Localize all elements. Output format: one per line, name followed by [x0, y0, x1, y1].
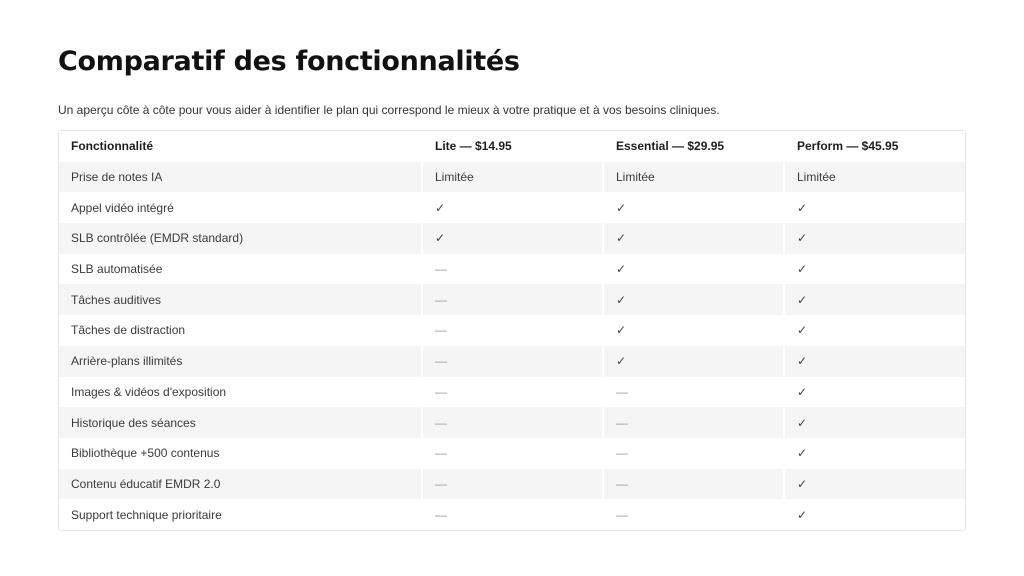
column-header-feature: Fonctionnalité	[59, 131, 422, 162]
comparison-table	[59, 131, 965, 530]
page-subtitle: Un aperçu côte à côte pour vous aider à identifier le plan qui correspond le mieux à votre pratique et à vos besoins cliniques.	[58, 103, 720, 117]
perform-value-cell: ✓	[784, 438, 965, 469]
feature-name-cell: Appel vidéo intégré	[59, 192, 422, 223]
essential-value-cell: ✓	[603, 284, 784, 315]
feature-name-cell: Bibliothèque +500 contenus	[59, 438, 422, 469]
table-row	[59, 162, 965, 193]
table-row	[59, 469, 965, 500]
table-row	[59, 407, 965, 438]
table-header-row	[59, 131, 965, 162]
lite-value-cell: —	[422, 407, 603, 438]
perform-value-cell: ✓	[784, 346, 965, 377]
essential-value-cell: —	[603, 469, 784, 500]
essential-value-cell: —	[603, 377, 784, 408]
perform-value-cell: ✓	[784, 315, 965, 346]
lite-value-cell: ✓	[422, 223, 603, 254]
table-row	[59, 315, 965, 346]
feature-name-cell: Support technique prioritaire	[59, 499, 422, 530]
feature-name-cell: Tâches de distraction	[59, 315, 422, 346]
essential-value-cell: ✓	[603, 346, 784, 377]
feature-name-cell: SLB contrôlée (EMDR standard)	[59, 223, 422, 254]
column-header-perform: Perform — $45.95	[784, 131, 965, 162]
column-header-essential: Essential — $29.95	[603, 131, 784, 162]
feature-name-cell: Prise de notes IA	[59, 162, 422, 193]
essential-value-cell: Limitée	[603, 162, 784, 193]
column-header-lite: Lite — $14.95	[422, 131, 603, 162]
perform-value-cell: ✓	[784, 499, 965, 530]
perform-value-cell: ✓	[784, 254, 965, 285]
essential-value-cell: ✓	[603, 315, 784, 346]
essential-value-cell: ✓	[603, 192, 784, 223]
lite-value-cell: Limitée	[422, 162, 603, 193]
table-row	[59, 438, 965, 469]
perform-value-cell: ✓	[784, 377, 965, 408]
essential-value-cell: —	[603, 438, 784, 469]
table-row	[59, 499, 965, 530]
lite-value-cell: —	[422, 438, 603, 469]
lite-value-cell: —	[422, 377, 603, 408]
lite-value-cell: —	[422, 469, 603, 500]
feature-name-cell: Historique des séances	[59, 407, 422, 438]
page-title: Comparatif des fonctionnalités	[58, 46, 520, 77]
feature-name-cell: SLB automatisée	[59, 254, 422, 285]
table-row	[59, 284, 965, 315]
perform-value-cell: ✓	[784, 192, 965, 223]
table-body	[59, 162, 965, 530]
essential-value-cell: ✓	[603, 223, 784, 254]
feature-name-cell: Tâches auditives	[59, 284, 422, 315]
feature-name-cell: Contenu éducatif EMDR 2.0	[59, 469, 422, 500]
table-row	[59, 254, 965, 285]
lite-value-cell: —	[422, 284, 603, 315]
comparison-table-container	[58, 130, 966, 531]
lite-value-cell: —	[422, 315, 603, 346]
table-row	[59, 346, 965, 377]
table-row	[59, 192, 965, 223]
feature-name-cell: Images & vidéos d'exposition	[59, 377, 422, 408]
feature-name-cell: Arrière-plans illimités	[59, 346, 422, 377]
lite-value-cell: —	[422, 499, 603, 530]
lite-value-cell: —	[422, 254, 603, 285]
essential-value-cell: ✓	[603, 254, 784, 285]
perform-value-cell: ✓	[784, 284, 965, 315]
essential-value-cell: —	[603, 499, 784, 530]
essential-value-cell: —	[603, 407, 784, 438]
table-row	[59, 377, 965, 408]
perform-value-cell: ✓	[784, 407, 965, 438]
lite-value-cell: ✓	[422, 192, 603, 223]
feature-comparison-section	[58, 44, 966, 531]
perform-value-cell: ✓	[784, 223, 965, 254]
perform-value-cell: ✓	[784, 469, 965, 500]
table-row	[59, 223, 965, 254]
perform-value-cell: Limitée	[784, 162, 965, 193]
lite-value-cell: —	[422, 346, 603, 377]
